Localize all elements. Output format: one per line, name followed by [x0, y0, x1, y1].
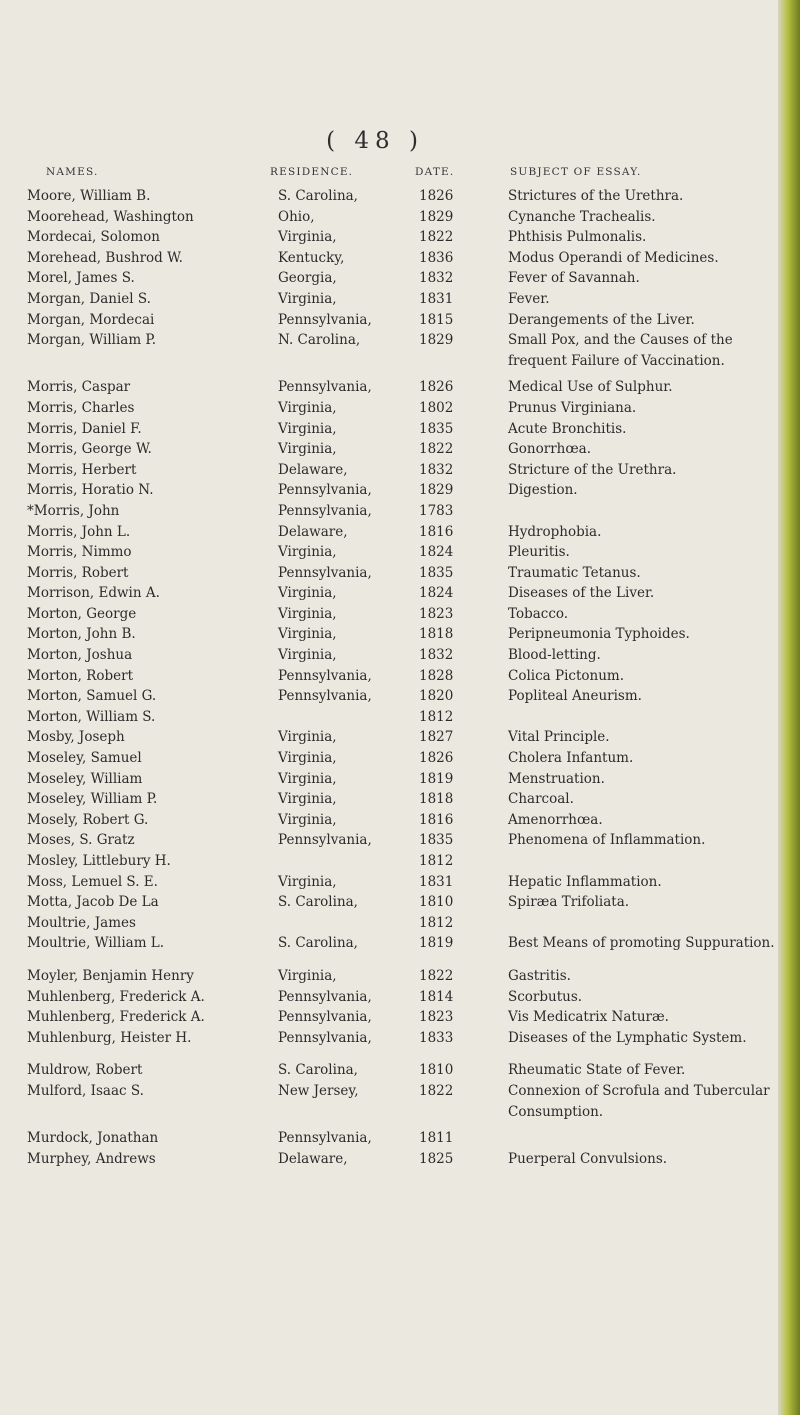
- row-name: Moses, S. Gratz: [27, 832, 135, 849]
- row-subject: Blood-letting.: [508, 647, 601, 664]
- row-name: Muhlenberg, Frederick A.: [27, 988, 205, 1005]
- row-subject: Pleuritis.: [508, 544, 570, 561]
- row-date: 1832: [419, 270, 454, 287]
- table-row: [0, 583, 780, 604]
- row-name: Moorehead, Washington: [27, 208, 194, 225]
- row-name: Morton, Joshua: [27, 647, 133, 664]
- row-residence: S. Carolina,: [278, 894, 358, 911]
- table-row: [0, 480, 780, 501]
- row-date: 1812: [419, 914, 454, 931]
- row-name: Morrison, Edwin A.: [27, 585, 160, 602]
- row-subject: Vis Medicatrix Naturæ.: [508, 1009, 669, 1026]
- table-row: [0, 268, 780, 289]
- table-row: [0, 1128, 780, 1149]
- row-date: 1818: [419, 791, 454, 808]
- row-residence: S. Carolina,: [278, 935, 358, 952]
- row-date: 1822: [419, 1082, 454, 1099]
- row-name: Moss, Lemuel S. E.: [27, 873, 158, 890]
- row-residence: Pennsylvania,: [278, 688, 372, 705]
- row-date: 1811: [419, 1130, 454, 1147]
- row-subject: Amenorrhœa.: [508, 811, 603, 828]
- table-row: [0, 707, 780, 728]
- table-row: [0, 330, 780, 371]
- table-row: [0, 810, 780, 831]
- row-name: Moultrie, James: [27, 914, 136, 931]
- row-residence: Pennsylvania,: [278, 667, 372, 684]
- row-subject: Tobacco.: [508, 605, 569, 622]
- table-row: [0, 207, 780, 228]
- row-name: Mosley, Littlebury H.: [27, 853, 171, 869]
- row-name: Morehead, Bushrod W.: [27, 249, 183, 266]
- row-name: Muldrow, Robert: [27, 1062, 143, 1079]
- row-residence: Virginia,: [278, 791, 337, 808]
- row-residence: Kentucky,: [278, 249, 345, 266]
- row-residence: Pennsylvania,: [278, 832, 372, 849]
- row-date: 1831: [419, 290, 454, 307]
- row-residence: Delaware,: [278, 523, 348, 540]
- row-date: 1832: [419, 647, 454, 664]
- row-residence: Delaware,: [278, 461, 348, 478]
- row-name: Morgan, Daniel S.: [27, 290, 151, 307]
- row-subject: Cholera Infantum.: [508, 750, 634, 767]
- row-residence: Virginia,: [278, 585, 337, 602]
- row-name: Morris, Herbert: [27, 461, 137, 478]
- row-date: 1819: [419, 935, 454, 952]
- table-row: [0, 1060, 780, 1081]
- row-date: 1810: [419, 1062, 454, 1079]
- row-subject: Gastritis.: [508, 967, 571, 984]
- row-date: 1836: [419, 249, 454, 266]
- row-date: 1831: [419, 873, 454, 890]
- row-date: 1829: [419, 482, 454, 499]
- table-row: [0, 966, 780, 987]
- row-name: Moore, William B.: [27, 188, 151, 204]
- table-row: [0, 1007, 780, 1028]
- table-row: [0, 933, 780, 954]
- row-residence: Virginia,: [278, 647, 337, 664]
- row-name: Moseley, William: [27, 770, 143, 787]
- row-residence: Virginia,: [278, 441, 337, 458]
- register-table: [0, 186, 780, 1169]
- row-residence: Virginia,: [278, 811, 337, 828]
- row-residence: Virginia,: [278, 290, 337, 307]
- row-date: 1822: [419, 441, 454, 458]
- row-date: 1829: [419, 332, 454, 349]
- row-name: Morton, John B.: [27, 626, 136, 643]
- table-row: [0, 460, 780, 481]
- table-row: [0, 913, 780, 934]
- row-residence: New Jersey,: [278, 1082, 359, 1099]
- row-subject: Diseases of the Liver.: [508, 585, 655, 602]
- table-row: [0, 1081, 780, 1122]
- row-residence: Pennsylvania,: [278, 1130, 372, 1147]
- row-subject: Acute Bronchitis.: [508, 420, 627, 437]
- row-name: Morris, Horatio N.: [27, 482, 154, 499]
- row-name: Murdock, Jonathan: [27, 1130, 159, 1147]
- row-subject: Charcoal.: [508, 791, 574, 808]
- row-subject: Derangements of the Liver.: [508, 311, 695, 328]
- row-residence: S. Carolina,: [278, 1062, 358, 1079]
- row-subject: Best Means of promoting Suppuration.: [508, 935, 775, 952]
- row-date: 1824: [419, 585, 454, 602]
- row-name: Muhlenberg, Frederick A.: [27, 1009, 205, 1026]
- row-subject: Medical Use of Sulphur.: [508, 379, 673, 396]
- row-residence: [274, 707, 411, 728]
- table-row: [0, 645, 780, 666]
- row-residence: Pennsylvania,: [278, 379, 372, 396]
- row-date: 1812: [419, 708, 454, 725]
- table-row: [0, 666, 780, 687]
- row-subject: Traumatic Tetanus.: [508, 564, 641, 581]
- row-subject: [508, 707, 778, 728]
- row-subject: Digestion.: [508, 482, 578, 499]
- table-row: [0, 248, 780, 269]
- row-date: 1825: [419, 1150, 454, 1167]
- row-name: Moseley, William P.: [27, 791, 158, 808]
- row-residence: Pennsylvania,: [278, 1009, 372, 1026]
- row-date: 1835: [419, 832, 454, 849]
- row-name: Morton, William S.: [27, 708, 156, 725]
- row-name: Murphey, Andrews: [27, 1150, 156, 1167]
- row-date: 1823: [419, 605, 454, 622]
- row-name: Morris, Charles: [27, 399, 135, 416]
- header-names: NAMES.: [46, 166, 99, 178]
- row-residence: Virginia,: [278, 544, 337, 561]
- table-row: [0, 686, 780, 707]
- row-subject: Colica Pictonum.: [508, 667, 624, 684]
- row-date: 1826: [419, 379, 454, 396]
- table-row: [0, 563, 780, 584]
- row-name: Morris, John L.: [27, 523, 131, 540]
- row-subject: Phenomena of Inflammation.: [508, 832, 706, 849]
- row-date: 1829: [419, 208, 454, 225]
- row-subject: Rheumatic State of Fever.: [508, 1062, 686, 1079]
- row-name: Morton, George: [27, 605, 137, 622]
- row-name: Morris, George W.: [27, 441, 152, 458]
- row-subject: Strictures of the Urethra.: [508, 188, 684, 204]
- table-row: [0, 1028, 780, 1049]
- row-residence: Virginia,: [278, 967, 337, 984]
- row-name: *Morris, John: [27, 502, 120, 519]
- row-residence: S. Carolina,: [278, 188, 358, 204]
- row-subject: Menstruation.: [508, 770, 605, 787]
- row-date: 1835: [419, 420, 454, 437]
- row-date: 1812: [419, 853, 454, 869]
- row-name: Morgan, William P.: [27, 332, 157, 349]
- table-row: [0, 748, 780, 769]
- row-residence: Virginia,: [278, 750, 337, 767]
- row-residence: Ohio,: [278, 208, 315, 225]
- table-row: [0, 419, 780, 440]
- row-subject: Cynanche Trachealis.: [508, 208, 656, 225]
- row-residence: Pennsylvania,: [278, 564, 372, 581]
- table-row: [0, 851, 780, 872]
- row-date: 1816: [419, 811, 454, 828]
- table-row: [0, 186, 780, 207]
- row-residence: [274, 851, 411, 872]
- row-subject: Prunus Virginiana.: [508, 399, 637, 416]
- row-date: 1815: [419, 311, 454, 328]
- row-residence: Georgia,: [278, 270, 337, 287]
- row-subject: Connexion of Scrofula and Tubercular Consumption.: [508, 1082, 770, 1120]
- row-subject: Small Pox, and the Causes of the frequent Failure of Vaccination.: [508, 332, 733, 369]
- row-subject: Fever of Savannah.: [508, 270, 640, 287]
- row-residence: Virginia,: [278, 420, 337, 437]
- row-name: Mordecai, Solomon: [27, 229, 160, 246]
- row-subject: Hydrophobia.: [508, 523, 602, 540]
- row-subject: Hepatic Inflammation.: [508, 873, 662, 890]
- row-residence: Virginia,: [278, 873, 337, 890]
- row-residence: Virginia,: [278, 626, 337, 643]
- table-row: [0, 377, 780, 398]
- table-row: [0, 987, 780, 1008]
- row-residence: N. Carolina,: [278, 332, 361, 349]
- row-date: 1819: [419, 770, 454, 787]
- row-subject: Phthisis Pulmonalis.: [508, 229, 647, 246]
- row-residence: Pennsylvania,: [278, 482, 372, 499]
- header-date: DATE.: [415, 166, 455, 178]
- row-date: 1835: [419, 564, 454, 581]
- row-residence: Delaware,: [278, 1150, 348, 1167]
- row-subject: Modus Operandi of Medicines.: [508, 249, 719, 266]
- row-name: Moultrie, William L.: [27, 935, 165, 952]
- row-date: 1827: [419, 729, 454, 746]
- row-subject: [508, 851, 778, 872]
- row-date: 1824: [419, 544, 454, 561]
- row-residence: Virginia,: [278, 229, 337, 246]
- row-date: 1826: [419, 750, 454, 767]
- row-subject: Fever.: [508, 290, 550, 307]
- table-row: [0, 522, 780, 543]
- row-date: 1826: [419, 188, 454, 204]
- row-name: Moseley, Samuel: [27, 750, 142, 767]
- row-name: Moyler, Benjamin Henry: [27, 967, 194, 984]
- row-subject: [508, 913, 778, 934]
- row-subject: Spiræa Trifoliata.: [508, 894, 630, 911]
- row-date: 1822: [419, 967, 454, 984]
- row-date: 1802: [419, 399, 454, 416]
- row-name: Morgan, Mordecai: [27, 311, 155, 328]
- row-subject: Puerperal Convulsions.: [508, 1150, 668, 1167]
- row-residence: Virginia,: [278, 729, 337, 746]
- row-residence: [274, 913, 411, 934]
- row-date: 1823: [419, 1009, 454, 1026]
- page-number: ( 48 ): [326, 128, 424, 154]
- row-subject: Gonorrhœa.: [508, 441, 592, 458]
- row-date: 1822: [419, 229, 454, 246]
- table-row: [0, 892, 780, 913]
- table-row: [0, 542, 780, 563]
- row-name: Morton, Robert: [27, 667, 134, 684]
- row-date: 1814: [419, 988, 454, 1005]
- row-residence: Virginia,: [278, 399, 337, 416]
- row-subject: Popliteal Aneurism.: [508, 688, 642, 705]
- row-name: Morris, Robert: [27, 564, 129, 581]
- row-name: Motta, Jacob De La: [27, 894, 159, 911]
- row-date: 1820: [419, 688, 454, 705]
- row-subject: [508, 501, 778, 522]
- row-name: Morel, James S.: [27, 270, 135, 287]
- row-residence: Pennsylvania,: [278, 1029, 372, 1046]
- row-name: Mosby, Joseph: [27, 729, 125, 746]
- table-row: [0, 289, 780, 310]
- row-subject: Peripneumonia Typhoides.: [508, 626, 690, 643]
- row-name: Morris, Daniel F.: [27, 420, 142, 437]
- row-name: Mosely, Robert G.: [27, 811, 149, 828]
- row-date: 1816: [419, 523, 454, 540]
- table-row: [0, 1149, 780, 1170]
- table-row: [0, 789, 780, 810]
- row-subject: Stricture of the Urethra.: [508, 461, 677, 478]
- row-name: Morton, Samuel G.: [27, 688, 157, 705]
- row-subject: Diseases of the Lymphatic System.: [508, 1029, 747, 1046]
- table-row: [0, 727, 780, 748]
- row-residence: Virginia,: [278, 770, 337, 787]
- table-row: [0, 624, 780, 645]
- table-row: [0, 227, 780, 248]
- table-row: [0, 604, 780, 625]
- row-subject: Scorbutus.: [508, 988, 583, 1005]
- row-date: 1833: [419, 1029, 454, 1046]
- header-residence: RESIDENCE.: [270, 166, 354, 178]
- table-row: [0, 872, 780, 893]
- table-row: [0, 439, 780, 460]
- row-name: Mulford, Isaac S.: [27, 1082, 144, 1099]
- table-row: [0, 769, 780, 790]
- row-date: 1828: [419, 667, 454, 684]
- table-row: [0, 830, 780, 851]
- row-date: 1832: [419, 461, 454, 478]
- row-residence: Pennsylvania,: [278, 988, 372, 1005]
- table-row: [0, 398, 780, 419]
- row-name: Morris, Caspar: [27, 379, 131, 396]
- row-name: Morris, Nimmo: [27, 544, 132, 561]
- row-date: 1810: [419, 894, 454, 911]
- page-edge-binding: [778, 0, 800, 1415]
- header-subject: SUBJECT OF ESSAY.: [510, 166, 642, 178]
- row-date: 1818: [419, 626, 454, 643]
- row-subject: Vital Principle.: [508, 729, 610, 746]
- row-residence: Pennsylvania,: [278, 502, 372, 519]
- table-row: [0, 501, 780, 522]
- row-date: 1783: [419, 502, 454, 519]
- row-residence: Virginia,: [278, 605, 337, 622]
- table-row: [0, 310, 780, 331]
- row-subject: [508, 1128, 778, 1149]
- row-residence: Pennsylvania,: [278, 311, 372, 328]
- row-name: Muhlenburg, Heister H.: [27, 1029, 192, 1046]
